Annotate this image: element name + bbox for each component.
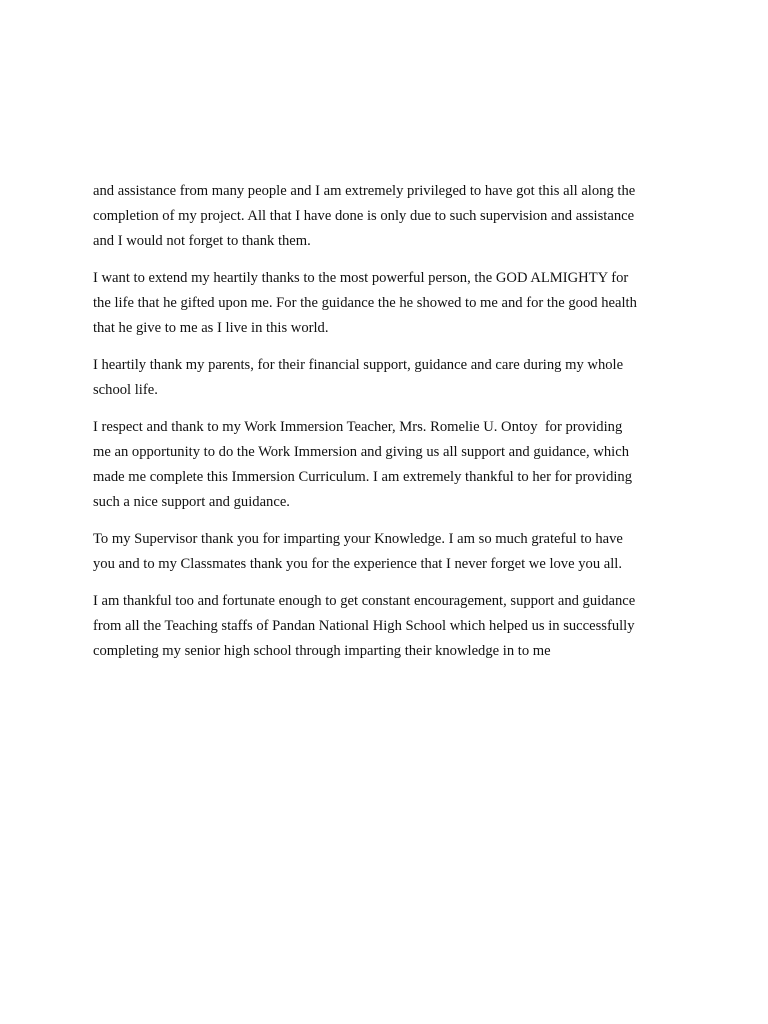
document-body bbox=[93, 179, 683, 676]
text-line: To my Supervisor thank you for imparting your Knowledge. I am so much grateful to have bbox=[93, 531, 623, 547]
paragraph-supervisor bbox=[93, 527, 683, 577]
text-line: you and to my Classmates thank you for the experience that I never forget we love you all. bbox=[93, 556, 623, 572]
text-line: completion of my project. All that I have done is only due to such supervision and assistance bbox=[93, 208, 635, 224]
paragraph-assistance bbox=[93, 179, 683, 254]
text-line: the life that he gifted upon me. For the guidance the he showed to me and for the good health bbox=[93, 295, 637, 311]
text-line: school life. bbox=[93, 382, 158, 398]
text-line: that he give to me as I live in this world. bbox=[93, 320, 329, 336]
text-line: and I would not forget to thank them. bbox=[93, 233, 311, 249]
text-line: I am thankful too and fortunate enough to get constant encouragement, support and guidance bbox=[93, 593, 636, 609]
paragraph-teaching-staffs bbox=[93, 589, 683, 664]
text-line: I heartily thank my parents, for their financial support, guidance and care during my whole bbox=[93, 357, 624, 373]
text-line: completing my senior high school through imparting their knowledge in to me bbox=[93, 643, 551, 659]
text-line: I want to extend my heartily thanks to the most powerful person, the GOD ALMIGHTY for bbox=[93, 270, 629, 286]
text-line: such a nice support and guidance. bbox=[93, 494, 290, 510]
text-line: made me complete this Immersion Curriculum. I am extremely thankful to her for providing bbox=[93, 469, 633, 485]
text-line: and assistance from many people and I am extremely privileged to have got this all along the bbox=[93, 183, 636, 199]
text-line: me an opportunity to do the Work Immersion and giving us all support and guidance, which bbox=[93, 444, 629, 460]
paragraph-god-almighty bbox=[93, 266, 683, 341]
paragraph-parents bbox=[93, 353, 683, 403]
text-line: from all the Teaching staffs of Pandan National High School which helped us in successfully bbox=[93, 618, 635, 634]
text-line: I respect and thank to my Work Immersion Teacher, Mrs. Romelie U. Ontoy for providing bbox=[93, 419, 623, 435]
paragraph-teacher bbox=[93, 415, 683, 515]
